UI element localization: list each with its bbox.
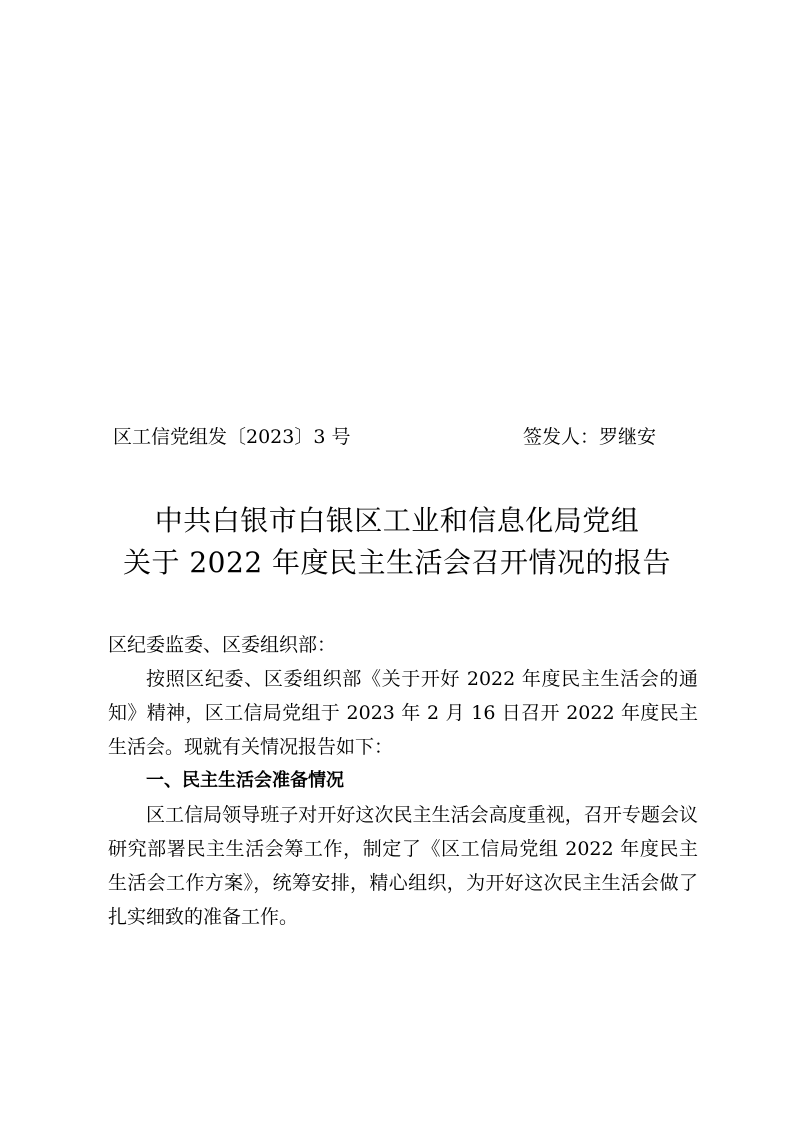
- recipient-line: 区纪委监委、区委组织部：: [108, 634, 337, 656]
- section-heading: 一、民主生活会准备情况: [146, 770, 344, 791]
- title-line-1: 中共白银市白银区工业和信息化局党组: [154, 504, 640, 537]
- title-line-2: 关于 2022 年度民主生活会召开情况的报告: [122, 546, 672, 579]
- signer: 签发人：罗继安: [523, 426, 657, 448]
- intro-paragraph: 按照区纪委、区委组织部《关于开好 2022 年度民主生活会的通知》精神，区工信局党组于 2023 年 2 月 16 日召开 2022 年度民主生活会。现就有关情况报告如下：: [108, 668, 698, 758]
- preparation-paragraph: 区工信局领导班子对开好这次民主生活会高度重视，召开专题会议研究部署民主生活会筹工作，制定了《区工信局党组 2022 年度民主生活会工作方案》，统筹安排，精心组织，为开好这次民主生活会做了扎实细致的准备工作。: [108, 804, 698, 928]
- report-body: [108, 628, 698, 934]
- document-number: 区工信党组发〔2023〕3 号: [113, 426, 351, 448]
- report-title: [0, 500, 794, 584]
